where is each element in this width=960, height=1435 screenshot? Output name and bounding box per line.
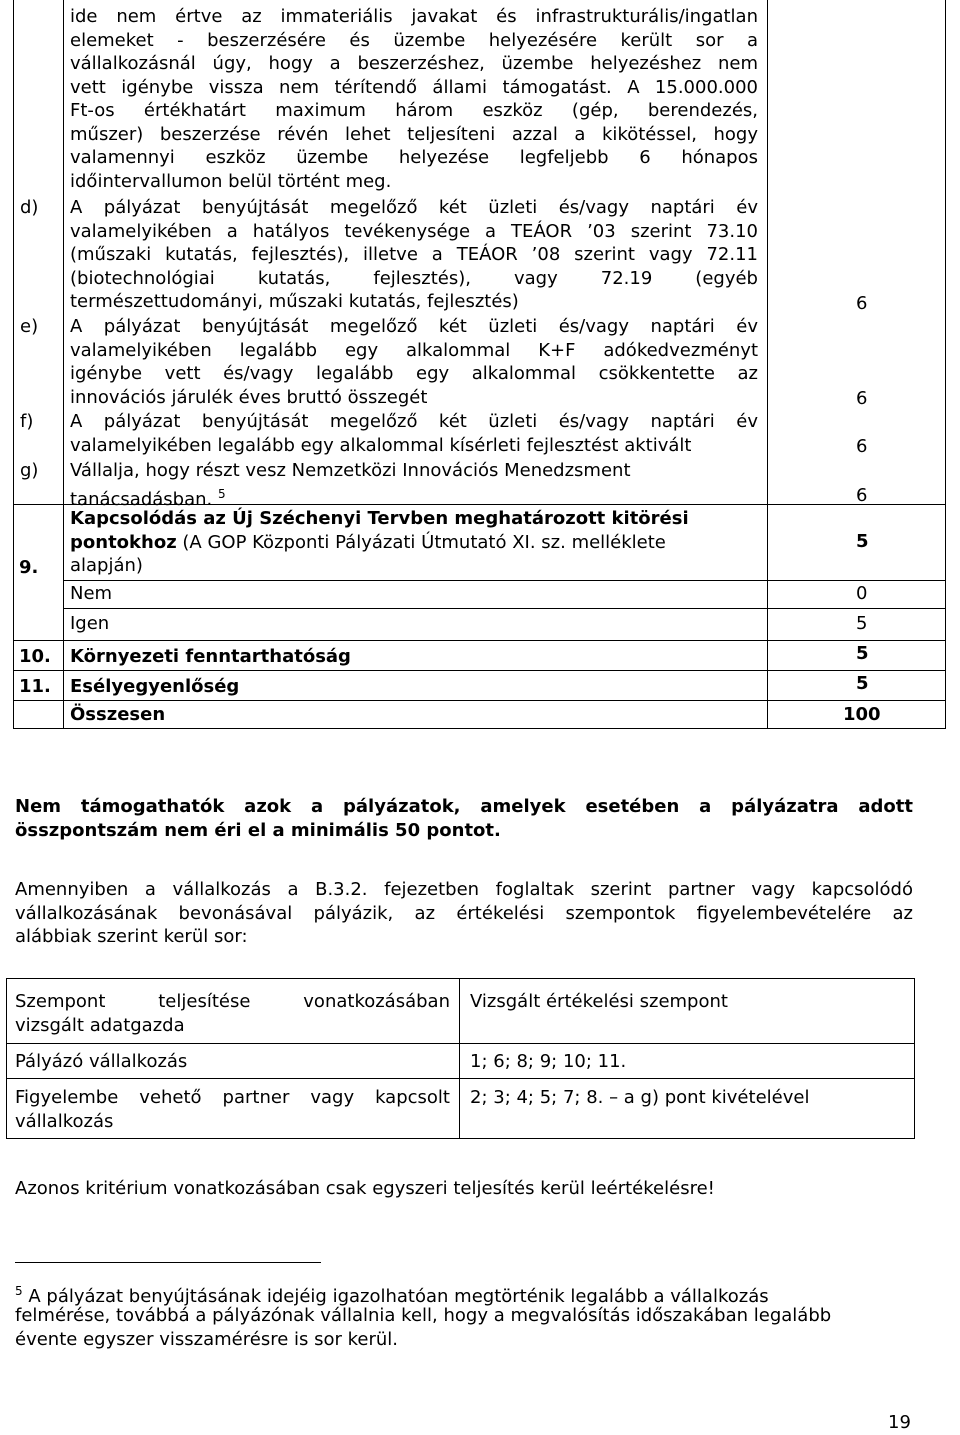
criterion-d-line: A pályázat benyújtását megelőző két üzleti és/vagy naptári év: [70, 197, 758, 218]
row-9-title-line: Kapcsolódás az Új Széchenyi Tervben meghatározott kitörési: [70, 508, 689, 529]
criterion-g-text: tanácsadásban.: [70, 488, 213, 510]
criteria-row1-left: Pályázó vállalkozás: [15, 1051, 188, 1072]
criterion-c-line: Ft-os értékhatárt maximum három eszköz (gép, berendezés,: [70, 100, 758, 121]
footnote-reference: 5: [218, 486, 226, 501]
criterion-c-line: időintervallumon belül történt meg.: [70, 170, 392, 192]
row-11-label: Esélyegyenlőség: [70, 676, 240, 697]
criteria-header-left: vizsgált adatgazda: [15, 1014, 185, 1036]
row-11-score: 5: [856, 673, 869, 694]
table-border-right: [945, 0, 946, 729]
single-evaluation-note: Azonos kritérium vonatkozásában csak egyszeri teljesítés kerül leértékelésre!: [15, 1178, 715, 1199]
row-9-title-bold: pontokhoz: [70, 531, 177, 553]
criterion-c-line: vett igénybe vissza nem térítendő állami támogatást. A 15.000.000: [70, 76, 758, 98]
criterion-e-line: A pályázat benyújtását megelőző két üzleti és/vagy naptári év: [70, 316, 758, 337]
row-sep: [63, 608, 946, 609]
criterion-d-line: (biotechnológiai kutatás, fejlesztés), vagy 72.19 (egyéb: [70, 267, 758, 289]
criterion-g-label: g): [20, 460, 39, 481]
row-10-label: Környezeti fenntarthatóság: [70, 646, 351, 667]
criteria-row2-left: vállalkozás: [15, 1110, 114, 1132]
footnote-separator: [15, 1262, 321, 1263]
row-sep: [13, 670, 946, 671]
criterion-d-line: valamelyikében a hatályos tevékenysége a TEÁOR ’03 szerint 73.10: [70, 220, 758, 242]
table-border-mid1: [63, 0, 64, 729]
criterion-d-label: d): [20, 197, 39, 218]
row-sep: [13, 640, 946, 641]
notice-line: Nem támogathatók azok a pályázatok, amelyek esetében a pályázatra adott: [15, 796, 913, 817]
criterion-c-line: valamennyi eszköz üzembe helyezése legfeljebb 6 hónapos: [70, 147, 758, 168]
footnote-text: A pályázat benyújtásának idejéig igazolhatóan megtörténik legalább a vállalkozás: [22, 1286, 769, 1307]
row-sep: [13, 700, 946, 701]
row-9-number: 9.: [19, 557, 39, 578]
criterion-e-score: 6: [856, 388, 868, 409]
option-label: Igen: [70, 613, 110, 634]
partner-paragraph-line: vállalkozásának bevonásával pályázik, az értékelési szempontok figyelembevételére az: [15, 902, 913, 924]
criteria-border: [6, 1043, 915, 1044]
row-10-number: 10.: [19, 646, 51, 667]
table-border-left: [13, 0, 14, 729]
row-sep: [13, 728, 946, 729]
partner-paragraph-line: Amennyiben a vállalkozás a B.3.2. fejezetben foglaltak szerint partner vagy kapcsolódó: [15, 879, 913, 900]
criterion-c-line: műszer) beszerzése révén lehet teljesíteni azzal a kikötéssel, hogy: [70, 123, 758, 145]
row-9-title-rest: (A GOP Központi Pályázati Útmutató XI. sz. melléklete: [176, 531, 666, 553]
row-9-score: 5: [856, 531, 869, 552]
criterion-e-line: valamelyikében legalább egy alkalommal K+F adókedvezményt: [70, 339, 758, 361]
criteria-row2-right: 2; 3; 4; 5; 7; 8. – a g) pont kivételével: [470, 1087, 810, 1108]
criteria-border: [6, 1138, 915, 1139]
criterion-c-line: vállalkozásnál úgy, hogy a beszerzéshez, üzembe helyezéshez nem: [70, 53, 758, 74]
criterion-f-score: 6: [856, 436, 868, 457]
criteria-border: [6, 978, 7, 1139]
criteria-border: [6, 978, 915, 979]
criteria-header-left: Szempont teljesítése vonatkozásában: [15, 991, 450, 1012]
criterion-f-label: f): [20, 411, 34, 432]
criterion-f-line: A pályázat benyújtását megelőző két üzleti és/vagy naptári év: [70, 411, 758, 432]
row-9-title-line: alapján): [70, 555, 143, 576]
criterion-d-score: 6: [856, 293, 868, 314]
criteria-row1-right: 1; 6; 8; 9; 10; 11.: [470, 1051, 627, 1072]
row-9-title-line: [70, 531, 666, 555]
page-number: 19: [888, 1412, 911, 1433]
footnote-marker: 5: [15, 1284, 23, 1298]
criteria-border: [6, 1078, 915, 1079]
footnote-line: évente egyszer visszamérésre is sor kerül.: [15, 1328, 398, 1350]
criteria-row2-left: Figyelembe vehető partner vagy kapcsolt: [15, 1087, 450, 1108]
option-score: 5: [856, 613, 868, 634]
row-10-score: 5: [856, 643, 869, 664]
footnote-line: felmérése, továbbá a pályázónak vállalnia kell, hogy a megvalósítás időszakában legalább: [15, 1305, 832, 1326]
criteria-border: [459, 978, 460, 1139]
criterion-f-line: valamelyikében legalább egy alkalommal kísérleti fejlesztést aktivált: [70, 434, 692, 456]
criteria-border: [914, 978, 915, 1139]
criterion-g-line: Vállalja, hogy részt vesz Nemzetközi Innovációs Menedzsment: [70, 460, 631, 481]
table-border-mid2: [767, 0, 768, 729]
total-label: Összesen: [70, 704, 166, 725]
criteria-header-right: Vizsgált értékelési szempont: [470, 991, 728, 1012]
criterion-e-label: e): [20, 316, 39, 337]
notice-line: összpontszám nem éri el a minimális 50 pontot.: [15, 819, 501, 841]
option-label: Nem: [70, 583, 113, 604]
criterion-c-line: ide nem értve az immateriális javakat és infrastrukturális/ingatlan: [70, 6, 758, 27]
row-11-number: 11.: [19, 676, 51, 697]
criterion-d-line: (műszaki kutatás, fejlesztés), illetve a TEÁOR ’08 szerint vagy 72.11: [70, 244, 758, 265]
criterion-e-line: igénybe vett és/vagy legalább egy alkalommal csökkentette az: [70, 363, 758, 384]
row-sep: [63, 580, 946, 581]
total-score: 100: [843, 704, 881, 725]
option-score: 0: [856, 583, 868, 604]
criterion-e-line: innovációs járulék éves bruttó összegét: [70, 386, 428, 408]
criterion-c-line: elemeket - beszerzésére és üzembe helyezésére került sor a: [70, 29, 758, 51]
criterion-d-line: természettudományi, műszaki kutatás, fejlesztés): [70, 291, 519, 312]
criterion-g-score: 6: [856, 485, 868, 506]
partner-paragraph-line: alábbiak szerint kerül sor:: [15, 926, 248, 947]
